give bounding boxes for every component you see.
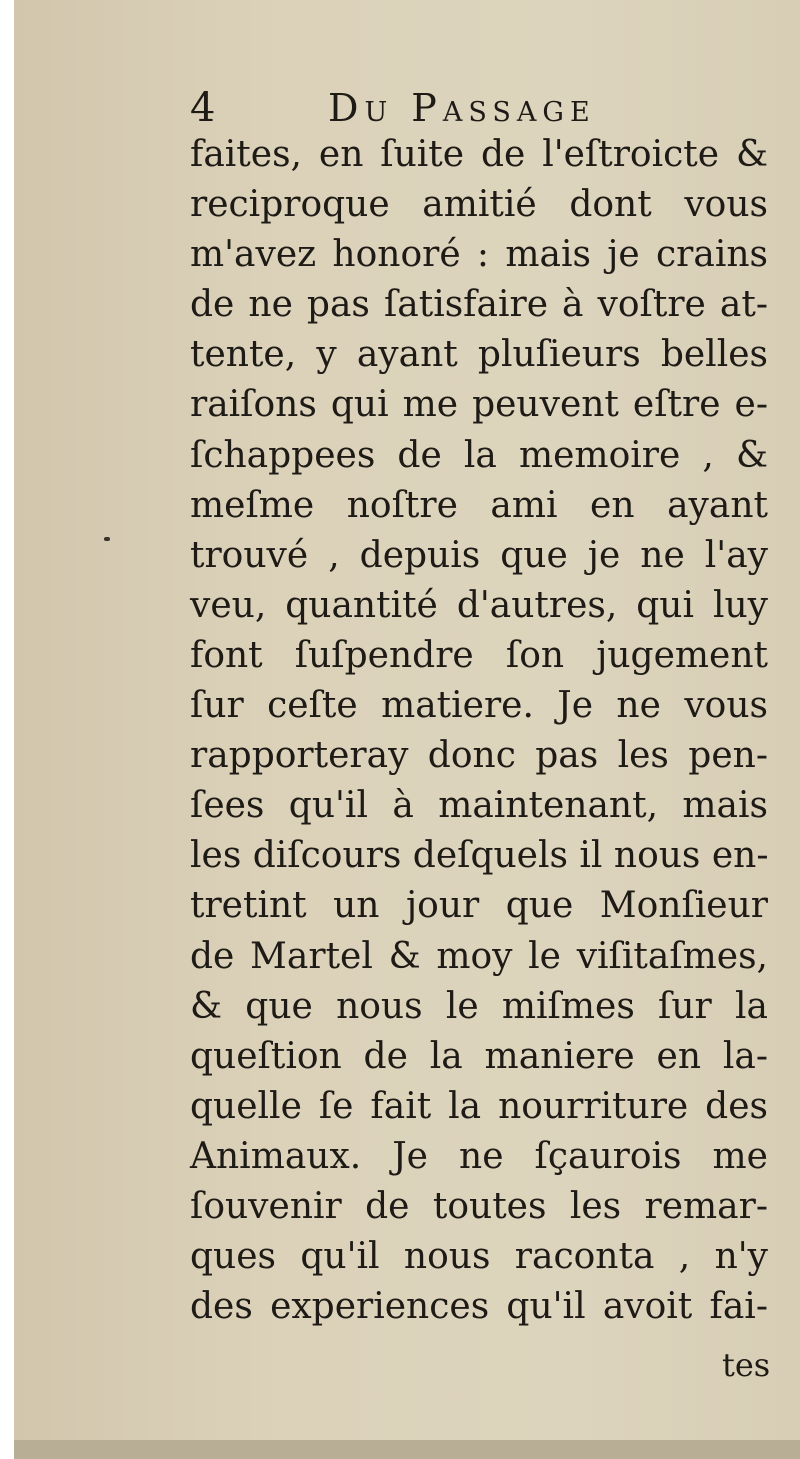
scan-margin [0,0,14,1459]
text-line: veu, quantité d'autres, qui luy [190,584,768,626]
text-line: quelle ſe fait la nourriture des [190,1085,768,1127]
text-line: rapporteray donc pas les pen- [190,735,768,777]
text-line: font ſuſpendre ſon jugement [190,634,768,676]
running-head: Du Passage [328,86,596,130]
text-line: de Martel & moy le viſitaſmes, [190,935,768,977]
body-text [190,130,768,1332]
text-line: tente, y ayant pluſieurs belles [190,334,768,376]
text-line: queſtion de la maniere en la- [190,1035,768,1077]
text-line: ques qu'il nous raconta , n'y [190,1236,768,1278]
text-line: des experiences qu'il avoit fai- [190,1286,768,1328]
text-line: ſees qu'il à maintenant, mais [190,785,768,827]
text-line: m'avez honoré : mais je crains [190,234,768,276]
text-line: meſme noſtre ami en ayant [190,484,768,526]
text-line: faites, en ſuite de l'eſtroicte & [190,134,768,175]
page-number: 4 [190,85,216,131]
text-line: raiſons qui me peuvent eſtre e- [190,384,768,426]
text-line: & que nous le miſmes ſur la [190,985,768,1027]
text-line: ſchappees de la memoire , & [190,434,768,476]
page-edge-shadow [14,1440,800,1459]
catchword: tes [722,1346,771,1384]
text-line: ſur ceſte matiere. Je ne vous [190,685,768,727]
text-line: tretint un jour que Monſieur [190,885,768,927]
text-line: Animaux. Je ne ſçaurois me [190,1135,768,1177]
ink-speck [104,537,110,541]
text-line: ſouvenir de toutes les remar- [190,1185,768,1227]
text-line: trouvé , depuis que je ne l'ay [190,534,768,576]
text-line: reciproque amitié dont vous [190,184,768,226]
text-line: de ne pas ſatisfaire à voſtre at- [190,284,768,326]
text-line: les diſcours deſquels il nous en- [190,835,769,877]
